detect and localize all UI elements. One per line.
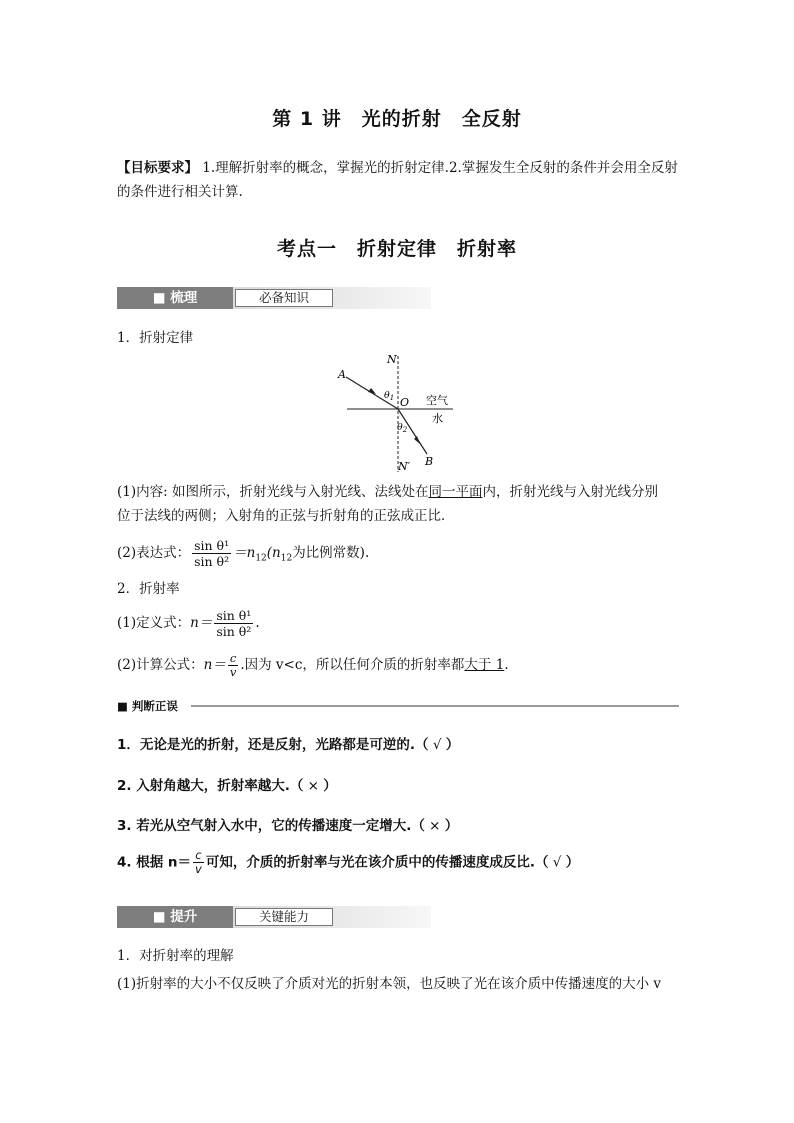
greater-than-one-underline: 大于 1 — [464, 657, 505, 673]
label-A: A — [338, 368, 346, 381]
label-theta2: $\theta_2$ — [397, 422, 408, 434]
banner-improve — [117, 906, 431, 928]
understand-line-1: (1)折射率的大小不仅反映了介质对光的折射本领，也反映了光在该介质中传播速度的大小 v — [117, 976, 662, 992]
banner-review — [117, 287, 431, 309]
label-N: N — [387, 353, 397, 366]
index-heading: 2．折射率 — [117, 581, 180, 597]
cross-mark: × — [303, 778, 324, 794]
goal-text-2: 的条件进行相关计算. — [117, 184, 243, 200]
expr-fraction: $\frac{\text{sin θ¹}}{\text{sin θ²}}$ — [194, 538, 230, 569]
label-O: O — [400, 396, 410, 409]
goal-tag: 【目标要求】 — [117, 160, 198, 176]
q4-fraction: $\frac{c}{v}$ — [195, 848, 202, 876]
label-B: B — [425, 455, 434, 468]
index-definition: (1)定义式：n＝ $\frac{\text{sin θ¹}}{\text{sin θ²}}$ . — [117, 608, 260, 639]
goal-paragraph — [117, 156, 679, 204]
law-content: (1)内容: 如图所示，折射光线与入射光线、法线处在同一平面内，折射光线与入射光线分别 位于法线的两侧；入射角的正弦与折射角的正弦成正比． — [117, 484, 658, 524]
judge-label: ■ 判断正误 — [117, 699, 178, 713]
law-expression: (2)表达式： $\frac{\text{sin θ¹}}{\text{sin θ²}}$ $=n_{12}(n_{12}$为比例常数). — [117, 538, 370, 569]
understand-heading: 1．对折射率的理解 — [117, 948, 234, 964]
page-title: 第 1 讲 光的折射 全反射 — [272, 108, 522, 130]
index-calc: (2)计算公式：n＝ $\frac{c}{v}$ .因为 v<c，所以任何介质的折射率都大于 1. — [117, 651, 509, 679]
banner-review-sub: 必备知识 — [235, 289, 333, 307]
judge-divider — [191, 705, 679, 707]
judge-item-2: 2. 入射角越大，折射率越大.（ × ） — [117, 778, 337, 794]
refraction-diagram — [330, 350, 470, 480]
banner-improve-sub: 关键能力 — [235, 908, 333, 926]
label-water: 水 — [432, 412, 443, 425]
judge-item-1: 1．无论是光的折射，还是反射，光路都是可逆的.（ √ ） — [117, 737, 460, 753]
judge-item-4: 4. 根据 n＝ $\frac{c}{v}$ 可知，介质的折射率与光在该介质中的传播速度成反比.（ √ ） — [117, 848, 580, 876]
judge-item-3: 3. 若光从空气射入水中，它的传播速度一定增大.（ × ） — [117, 818, 459, 834]
banner-improve-label: ■ 提升 — [117, 906, 233, 928]
banner-review-label: ■ 梳理 — [117, 287, 233, 309]
def-fraction: $\frac{\text{sin θ¹}}{\text{sin θ²}}$ — [216, 608, 252, 639]
judge-header — [117, 699, 679, 715]
same-plane-underline: 同一平面 — [428, 484, 483, 500]
check-mark: √ — [428, 737, 446, 753]
goal-text-1: 1.理解折射率的概念，掌握光的折射定律.2.掌握发生全反射的条件并会用全反射 — [198, 160, 678, 176]
check-mark: √ — [548, 854, 566, 871]
calc-fraction: $\frac{c}{v}$ — [229, 651, 237, 679]
label-air: 空气 — [426, 394, 448, 407]
label-Nprime: N′ — [398, 460, 411, 473]
section-title: 考点一 折射定律 折射率 — [276, 238, 517, 260]
law-heading: 1．折射定律 — [117, 330, 194, 346]
cross-mark: × — [424, 818, 445, 834]
label-theta1: $\theta_1$ — [384, 390, 395, 402]
refracted-arrow — [414, 436, 420, 444]
